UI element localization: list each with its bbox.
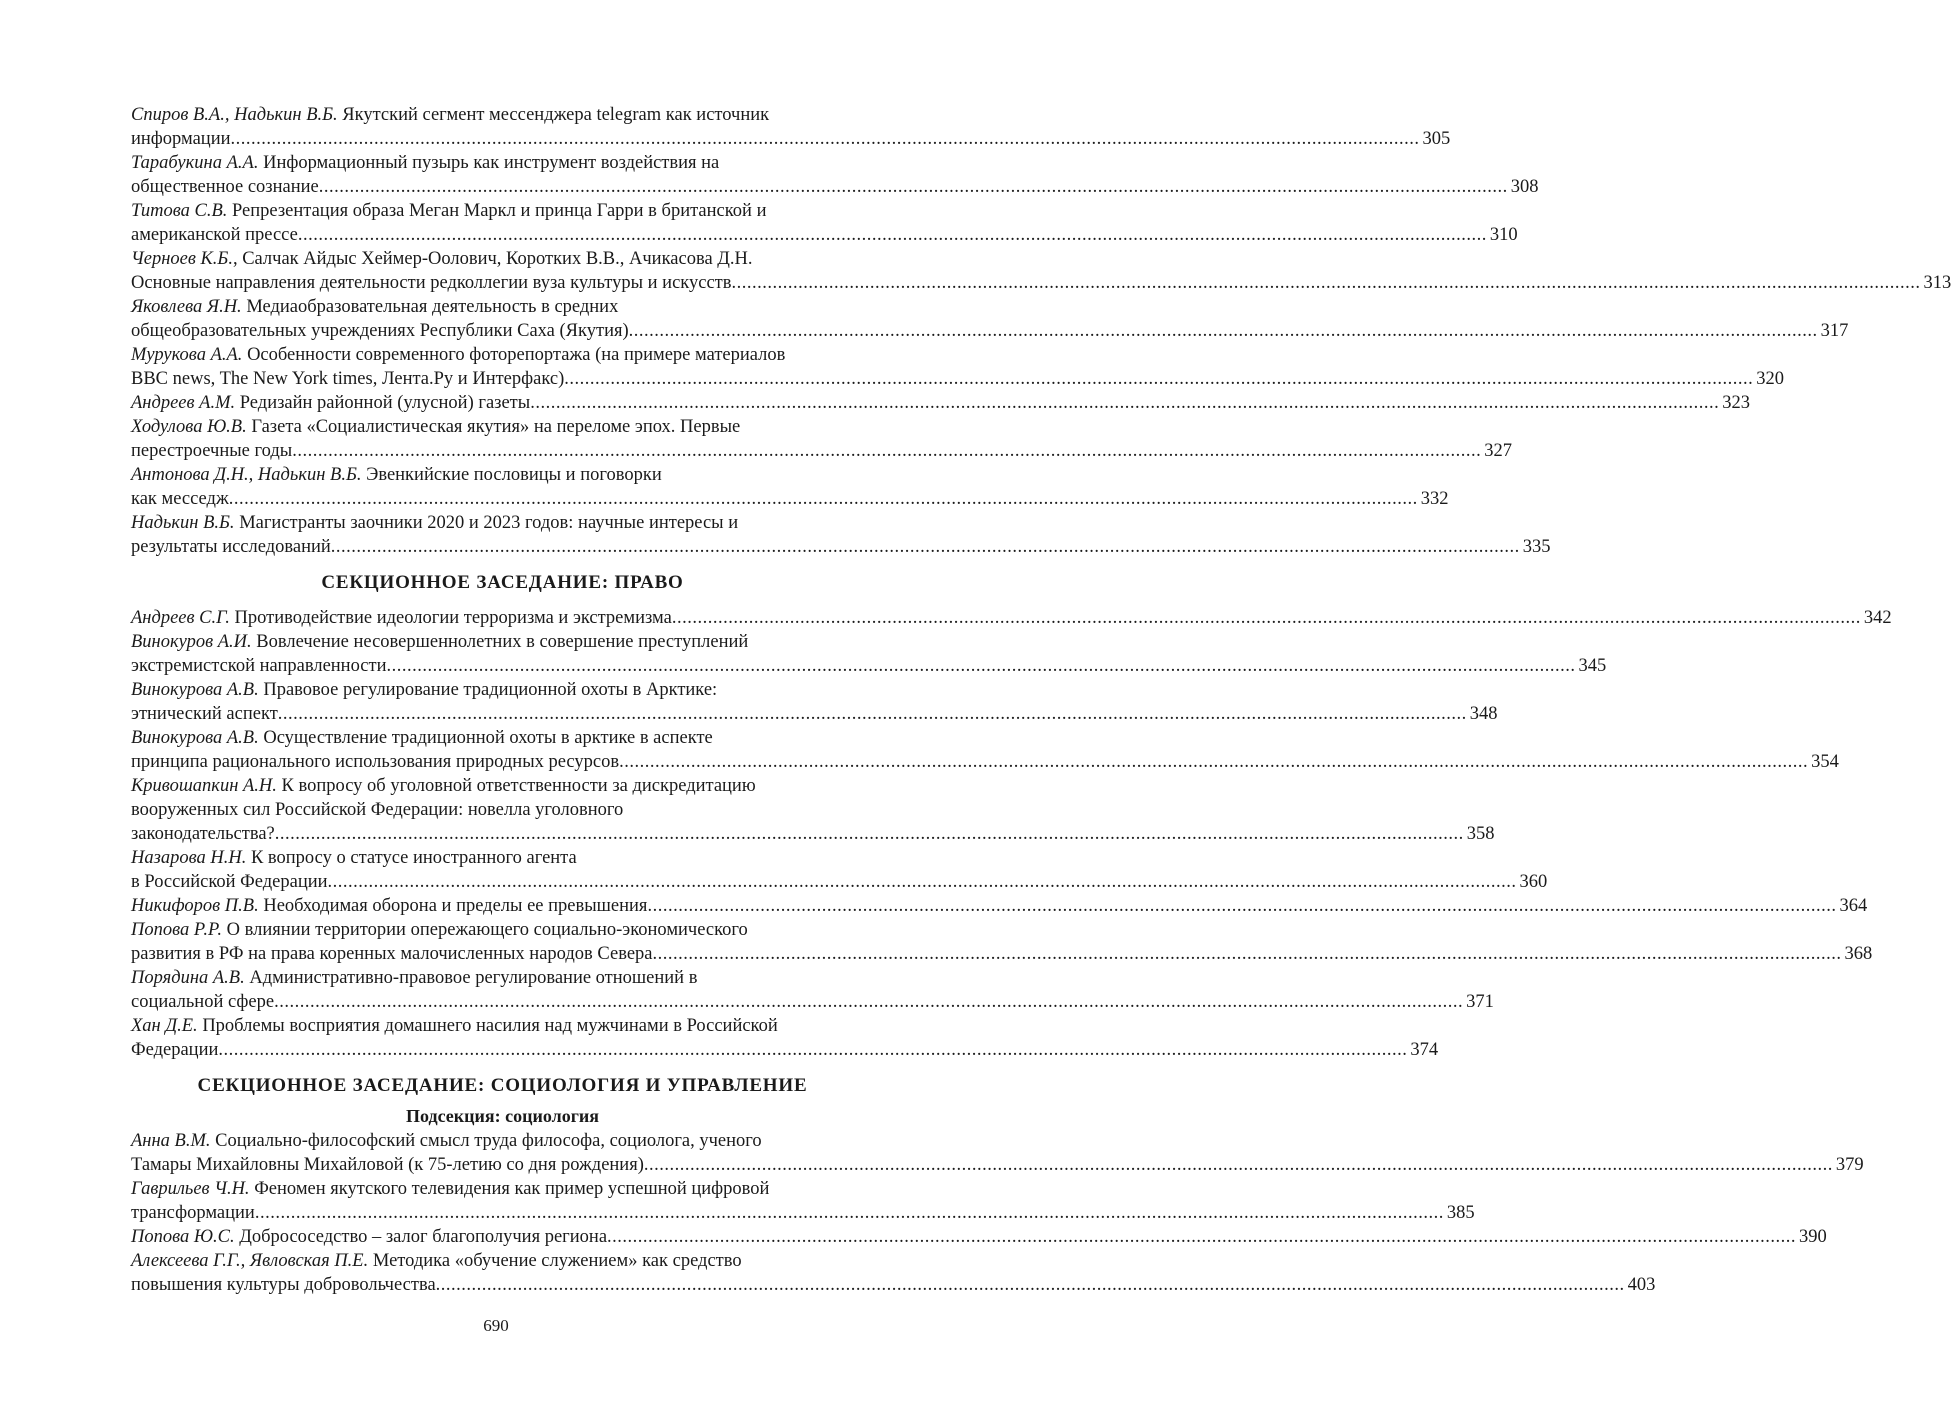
toc-entry-author: Порядина А.В. [131, 968, 245, 988]
toc-entry-title: вооруженных сил Российской Федерации: новелла уголовного [131, 800, 624, 820]
toc-entry-author: Титова С.В. [131, 201, 228, 221]
dot-leader [564, 367, 1753, 391]
toc-entry-title: законодательства? [131, 824, 275, 844]
toc-page-number: 354 [1811, 752, 1839, 772]
toc-entry-author: Гаврильев Ч.Н. [131, 1179, 250, 1199]
toc-entry-line [131, 726, 874, 750]
toc-page-number: 320 [1756, 369, 1784, 389]
toc-page-number: 371 [1466, 992, 1494, 1012]
toc-entry-line [131, 487, 1449, 511]
toc-entry-line [131, 535, 1551, 559]
toc-entry-title: Федерации [131, 1040, 219, 1060]
toc-entry-line [131, 1177, 874, 1201]
toc-entry-title: перестроечные годы [131, 441, 293, 461]
toc-entry-title: результаты исследований [131, 537, 331, 557]
toc-entry[interactable] [131, 295, 1849, 343]
toc-entry-title: социальной сфере [131, 992, 275, 1012]
toc-entry[interactable] [131, 343, 1784, 391]
toc-entry-title: Магистранты заочники 2020 и 2023 годов: научные интересы и [234, 513, 739, 533]
toc-entry-author: Надькин В.Б. [131, 513, 235, 533]
toc-entry-text [131, 1179, 769, 1199]
toc-entry-author: Винокуров А.И. [131, 632, 252, 652]
toc-entry-line [131, 942, 1873, 966]
toc-entry-author: Андреев А.М. [131, 393, 236, 413]
dot-leader [530, 391, 1719, 415]
toc-page-number: 403 [1627, 1275, 1656, 1295]
toc-entry-author: Хан Д.Е. [131, 1016, 198, 1036]
toc-entry[interactable] [131, 247, 1951, 295]
toc-entry-title: Тамары Михайловны Михайловой (к 75-летию со дня рождения) [131, 1155, 644, 1175]
toc-page-number: 374 [1410, 1040, 1439, 1060]
toc-entry-title: информации [131, 129, 231, 149]
toc-page-number: 327 [1484, 441, 1512, 461]
toc-entry[interactable] [131, 415, 1512, 463]
toc-entry[interactable] [131, 1249, 1656, 1297]
toc-entry-text [131, 1016, 778, 1036]
toc-page-number: 323 [1722, 393, 1750, 413]
toc-page-number: 348 [1469, 704, 1498, 724]
subsection-heading: Подсекция: социология [405, 1106, 599, 1126]
dot-leader [298, 223, 1487, 247]
toc-entry-title: Необходимая оборона и пределы ее превышения [258, 896, 648, 916]
toc-entry[interactable] [131, 1177, 1475, 1225]
dot-leader [436, 1273, 1625, 1297]
toc-entry-text [131, 345, 785, 365]
toc-entry-line [131, 798, 874, 822]
toc-entry-line [131, 846, 874, 870]
toc-entry-line [131, 343, 874, 367]
toc-entry-line [131, 606, 1892, 630]
toc-entry-line [131, 175, 1539, 199]
toc-entry-text [131, 680, 717, 700]
toc-page-number: 308 [1510, 177, 1539, 197]
toc-entry-text [131, 870, 328, 894]
dot-leader [331, 535, 1520, 559]
toc-entry-line [131, 511, 874, 535]
toc-entry[interactable] [131, 966, 1494, 1014]
toc-page-number: 332 [1420, 489, 1449, 509]
toc-page-number: 313 [1923, 273, 1951, 293]
page-number: 690 [483, 1316, 509, 1335]
toc-entry-text [131, 1038, 218, 1062]
toc-entry-text [131, 105, 769, 125]
toc-entry-title: как месседж [131, 489, 229, 509]
toc-entry-title: в Российской Федерации [131, 872, 328, 892]
toc-entry-line [131, 918, 874, 942]
dot-leader [231, 127, 1420, 151]
toc-entry-line [131, 1129, 874, 1153]
toc-entry-title: Социально-философский смысл труда философа, социолога, ученого [210, 1131, 762, 1151]
dot-leader [644, 1153, 1833, 1177]
toc-entry-text [131, 367, 564, 391]
toc-entry-title: О влиянии территории опережающего социально-экономического [222, 920, 748, 940]
toc-page-number: 360 [1519, 872, 1548, 892]
dot-leader [292, 439, 1481, 463]
toc-entry-line [131, 870, 1548, 894]
toc-entry-text [131, 1201, 255, 1225]
dot-leader [647, 894, 1836, 918]
toc-entry-text [131, 1153, 644, 1177]
toc-entry-text [131, 1273, 436, 1297]
toc-entry[interactable] [131, 630, 1607, 678]
toc-entry-text [131, 513, 738, 533]
toc-entry-line [131, 199, 874, 223]
toc-entry[interactable] [131, 151, 1539, 199]
toc-entry-title: Феномен якутского телевидения как пример успешной цифровой [249, 1179, 770, 1199]
toc-entry-title: трансформации [131, 1203, 255, 1223]
dot-leader [387, 654, 1576, 678]
toc-entry-line [131, 702, 1498, 726]
toc-entry-line [131, 966, 874, 990]
toc-entry[interactable] [131, 894, 1868, 918]
toc-entry-author: Яковлева Я.Н. [131, 297, 242, 317]
toc-entry-title: Газета «Социалистическая якутия» на переломе эпох. Первые [246, 417, 741, 437]
toc-entry-line [131, 463, 874, 487]
toc-entry[interactable] [131, 391, 1750, 415]
toc-page-number: 390 [1799, 1227, 1827, 1247]
toc-entry-text [131, 153, 719, 173]
toc-entry[interactable] [131, 918, 1873, 966]
toc-page-number: 335 [1522, 537, 1551, 557]
toc-entry-line [131, 1273, 1656, 1297]
toc-entry-text [131, 728, 713, 748]
toc-entry-line [131, 630, 874, 654]
toc-entry-title: , Салчак Айдыс Хеймер-Оолович, Коротких В.В., Ачикасова Д.Н. [232, 249, 753, 269]
toc-page-number: 379 [1835, 1155, 1864, 1175]
toc-entry-title: Противодействие идеологии терроризма и экстремизма [229, 608, 672, 628]
toc-entry-text [131, 920, 748, 940]
toc-entry-author: Попова Ю.С. [131, 1227, 235, 1247]
toc-entry-title: Осуществление традиционной охоты в арктике в аспекте [258, 728, 713, 748]
toc-entry-author: Мурукова А.А. [131, 345, 243, 365]
toc-entry-line [131, 103, 874, 127]
toc-entry-title: Методика «обучение служением» как средство [368, 1251, 742, 1271]
dot-leader [274, 990, 1463, 1014]
toc-entry-line [131, 894, 1868, 918]
toc-entry-title: К вопросу о статусе иностранного агента [246, 848, 577, 868]
toc-entry-line [131, 678, 874, 702]
toc-entry-author: Черноев К.Б. [131, 249, 233, 269]
toc-entry-title: BBC news, The New York times, Лента.Ру и Интерфакс) [131, 369, 565, 389]
toc-entry-line [131, 774, 874, 798]
dot-leader [672, 606, 1861, 630]
toc-entry-author: Ходулова Ю.В. [131, 417, 247, 437]
toc-entry-text [131, 750, 619, 774]
toc-entry[interactable] [131, 199, 1518, 247]
toc-entry-text [131, 417, 740, 437]
dot-leader [653, 942, 1842, 966]
toc-entry-title: повышения культуры добровольчества [131, 1275, 436, 1295]
toc-entry-line [131, 1038, 1439, 1062]
toc-page-number: 364 [1839, 896, 1868, 916]
toc-entry-line [131, 750, 1839, 774]
toc-page-number: 345 [1578, 656, 1607, 676]
dot-leader [278, 702, 1467, 726]
toc-entry-line [131, 295, 874, 319]
toc-entry-title: Редизайн районной (улусной) газеты [235, 393, 531, 413]
dot-leader [229, 487, 1418, 511]
toc-entry-line [131, 151, 874, 175]
toc-entry-line [131, 654, 1607, 678]
toc-entry-text [131, 319, 629, 343]
toc-entry-line [131, 1225, 1827, 1249]
toc-entry-text [131, 968, 697, 988]
toc-entry-line [131, 415, 874, 439]
toc-entry-line [131, 319, 1849, 343]
toc-entry-title: экстремистской направленности [131, 656, 387, 676]
toc-entry-text [131, 535, 331, 559]
toc-entry-text [131, 465, 662, 485]
toc-entry-title: Основные направления деятельности редколлегии вуза культуры и искусств [131, 273, 732, 293]
toc-entry-text [131, 391, 530, 415]
toc-entry-text [131, 702, 278, 726]
toc-entry-text [131, 942, 653, 966]
toc-entry[interactable] [131, 1129, 1864, 1177]
toc-entry[interactable] [131, 678, 1498, 726]
toc-entry[interactable] [131, 606, 1892, 630]
section-heading: СЕКЦИОННОЕ ЗАСЕДАНИЕ: ПРАВО [321, 572, 684, 593]
toc-entry-line [131, 391, 1750, 415]
toc-entry-line [131, 127, 1451, 151]
toc-entry-text [131, 800, 623, 820]
toc-page-number: 317 [1820, 321, 1849, 341]
toc-entry-line [131, 247, 874, 271]
toc-entry-author: Тарабукина А.А. [131, 153, 259, 173]
toc-entry-text [131, 201, 766, 221]
toc-entry-author: Анна В.М. [131, 1131, 211, 1151]
toc-entry-author: Антонова Д.Н., Надькин В.Б. [131, 465, 362, 485]
toc-entry[interactable] [131, 726, 1839, 774]
toc-entry[interactable] [131, 103, 1451, 151]
toc-entry-author: Назарова Н.Н. [131, 848, 247, 868]
toc-entry-author: Кривошапкин А.Н. [131, 776, 277, 796]
toc-entry-author: Винокурова А.В. [131, 728, 259, 748]
toc-entry-text [131, 606, 672, 630]
toc-entry-title: американской прессе [131, 225, 298, 245]
toc-entry-title: принципа рационального использования природных ресурсов [131, 752, 620, 772]
toc-entry-author: Спиров В.А., Надькин В.Б. [131, 105, 338, 125]
toc-entry[interactable] [131, 774, 1495, 846]
toc-entry-text [131, 297, 618, 317]
toc-entry-line [131, 223, 1518, 247]
toc-page-number: 358 [1466, 824, 1495, 844]
toc-entry-author: Попова Р.Р. [131, 920, 223, 940]
toc-entry-line [131, 367, 1784, 391]
toc-entry-title: Медиаобразовательная деятельность в средних [241, 297, 619, 317]
toc-entry-line [131, 439, 1512, 463]
toc-entry-title: Информационный пузырь как инструмент воздействия на [258, 153, 720, 173]
toc-page-number: 342 [1863, 608, 1892, 628]
toc-entry-title: Якутский сегмент мессенджера telegram как источник [337, 105, 770, 125]
toc-entry-text [131, 223, 298, 247]
toc-entry-line [131, 822, 1495, 846]
toc-entry-text [131, 654, 387, 678]
dot-leader [328, 870, 1517, 894]
toc-entry-text [131, 632, 748, 652]
dot-leader [629, 319, 1818, 343]
toc-entry-title: К вопросу об уголовной ответственности за дискредитацию [276, 776, 756, 796]
toc-entry-title: Правовое регулирование традиционной охоты в Арктике: [258, 680, 718, 700]
toc-entry-title: Вовлечение несовершеннолетних в совершение преступлений [251, 632, 749, 652]
toc-entry-title: Особенности современного фоторепортажа (на примере материалов [242, 345, 786, 365]
toc-entry-text [131, 1225, 607, 1249]
toc-entry-text [131, 848, 577, 868]
toc-entry-text [131, 1131, 762, 1151]
dot-leader [319, 175, 1508, 199]
toc-entry-text [131, 894, 647, 918]
toc-page-number: 305 [1422, 129, 1451, 149]
toc-entry-title: Административно-правовое регулирование отношений в [244, 968, 698, 988]
dot-leader [218, 1038, 1407, 1062]
dot-leader [255, 1201, 1444, 1225]
toc-entry-text [131, 127, 231, 151]
toc-entry-title: Репрезентация образа Меган Маркл и принца Гарри в британской и [227, 201, 767, 221]
toc-entry-text [131, 822, 275, 846]
toc-entry-text [131, 249, 753, 269]
toc-entry-author: Алексеева Г.Г., Явловская П.Е. [131, 1251, 369, 1271]
toc-entry-title: общественное сознание [131, 177, 319, 197]
toc-entry-author: Никифоров П.В. [131, 896, 259, 916]
toc-page-number: 385 [1446, 1203, 1475, 1223]
toc-entry[interactable] [131, 463, 1449, 511]
toc-entry-text [131, 990, 274, 1014]
toc-entry-title: общеобразовательных учреждениях Республики Саха (Якутия) [131, 321, 629, 341]
dot-leader [619, 750, 1808, 774]
dot-leader [607, 1225, 1796, 1249]
toc-entry-text [131, 1251, 742, 1271]
toc-entry-line [131, 1014, 874, 1038]
toc-entry-author: Андреев С.Г. [131, 608, 230, 628]
toc-entry[interactable] [131, 846, 1548, 894]
toc-entry-title: Эвенкийские пословицы и поговорки [361, 465, 662, 485]
toc-entry-line [131, 1153, 1864, 1177]
toc-entry-title: развития в РФ на права коренных малочисленных народов Севера [131, 944, 653, 964]
dot-leader [732, 271, 1921, 295]
toc-page-number: 310 [1489, 225, 1518, 245]
toc-entry-line [131, 1249, 874, 1273]
toc-entry-author: Винокурова А.В. [131, 680, 259, 700]
toc-entry-text [131, 487, 229, 511]
section-heading: СЕКЦИОННОЕ ЗАСЕДАНИЕ: СОЦИОЛОГИЯ И УПРАВЛЕНИЕ [197, 1075, 808, 1096]
toc-entry-text [131, 175, 319, 199]
dot-leader [275, 822, 1464, 846]
toc-entry-text [131, 776, 756, 796]
toc-entry-text [131, 439, 292, 463]
toc-entry[interactable] [131, 1225, 1827, 1249]
toc-entry-line [131, 1201, 1475, 1225]
toc-entry[interactable] [131, 1014, 1439, 1062]
table-of-contents [131, 103, 1951, 1297]
toc-entry-title: Проблемы восприятия домашнего насилия над мужчинами в Российской [197, 1016, 778, 1036]
toc-entry-title: этнический аспект [131, 704, 278, 724]
toc-entry-title: Добрососедство – залог благополучия региона [234, 1227, 608, 1247]
toc-entry-text [131, 271, 732, 295]
toc-entry-line [131, 271, 1951, 295]
toc-entry-line [131, 990, 1494, 1014]
toc-entry[interactable] [131, 511, 1551, 559]
toc-page-number: 368 [1844, 944, 1873, 964]
